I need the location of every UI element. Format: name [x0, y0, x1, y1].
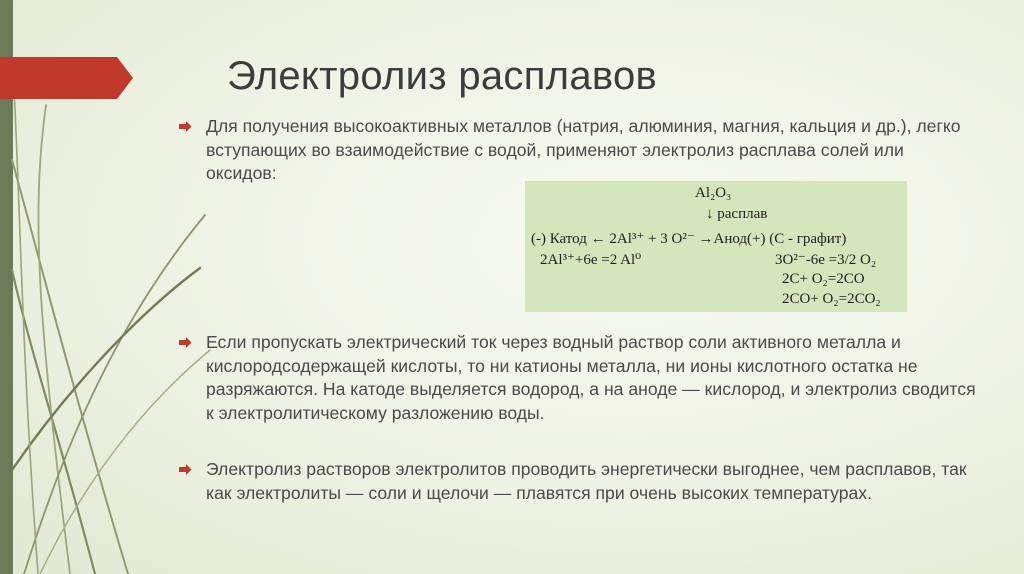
formula-anode-reaction-2: 2C+ O₂=2CO	[782, 271, 865, 287]
formula-anode-reaction-1: 3O²⁻-6e =3/2 O₂	[775, 252, 877, 268]
title-arrow-shape	[0, 57, 134, 99]
arrow-bullet-icon	[179, 463, 192, 476]
bullet-1	[179, 115, 979, 186]
bullet-3	[179, 458, 979, 505]
bullet-3-text: Электролиз растворов электролитов проводить энергетически выгоднее, чем расплавов, так как электролиты — соли и щелочи — плавятся при очень высоких температурах.	[206, 459, 967, 503]
electrolysis-formula-box	[525, 181, 907, 312]
formula-compound: Al₂O₃	[695, 185, 732, 201]
bullet-1-text: Для получения высокоактивных металлов (натрия, алюминия, магния, кальция и др.), легко вступающих во взаимодействие с водой, применяют электролиз расплава солей или оксидов:	[206, 116, 961, 183]
formula-cathode-reaction: 2Al³⁺+6e =2 Al⁰	[540, 252, 642, 268]
arrow-bullet-icon	[179, 120, 192, 133]
formula-anode-reaction-3: 2CO+ O₂=2CO₂	[782, 291, 881, 307]
formula-melt-label: ↓ расплав	[706, 206, 768, 222]
arrow-bullet-icon	[179, 336, 192, 349]
bullet-2	[179, 331, 979, 425]
bullet-2-text: Если пропускать электрический ток через водный раствор соли активного металла и кислородсодержащей кислоты, то ни катионы металла, ни ионы кислотного остатка не разряжаются. На катоде выделяется водород, а на аноде — кислород, и электролиз сводится к электролитическому разложению воды.	[206, 332, 976, 423]
formula-main-equation: (-) Катод ← 2Al³⁺ + 3 O²⁻ →Анод(+) (С - графит)	[531, 231, 847, 247]
slide-title: Электролиз расплавов	[227, 54, 658, 98]
